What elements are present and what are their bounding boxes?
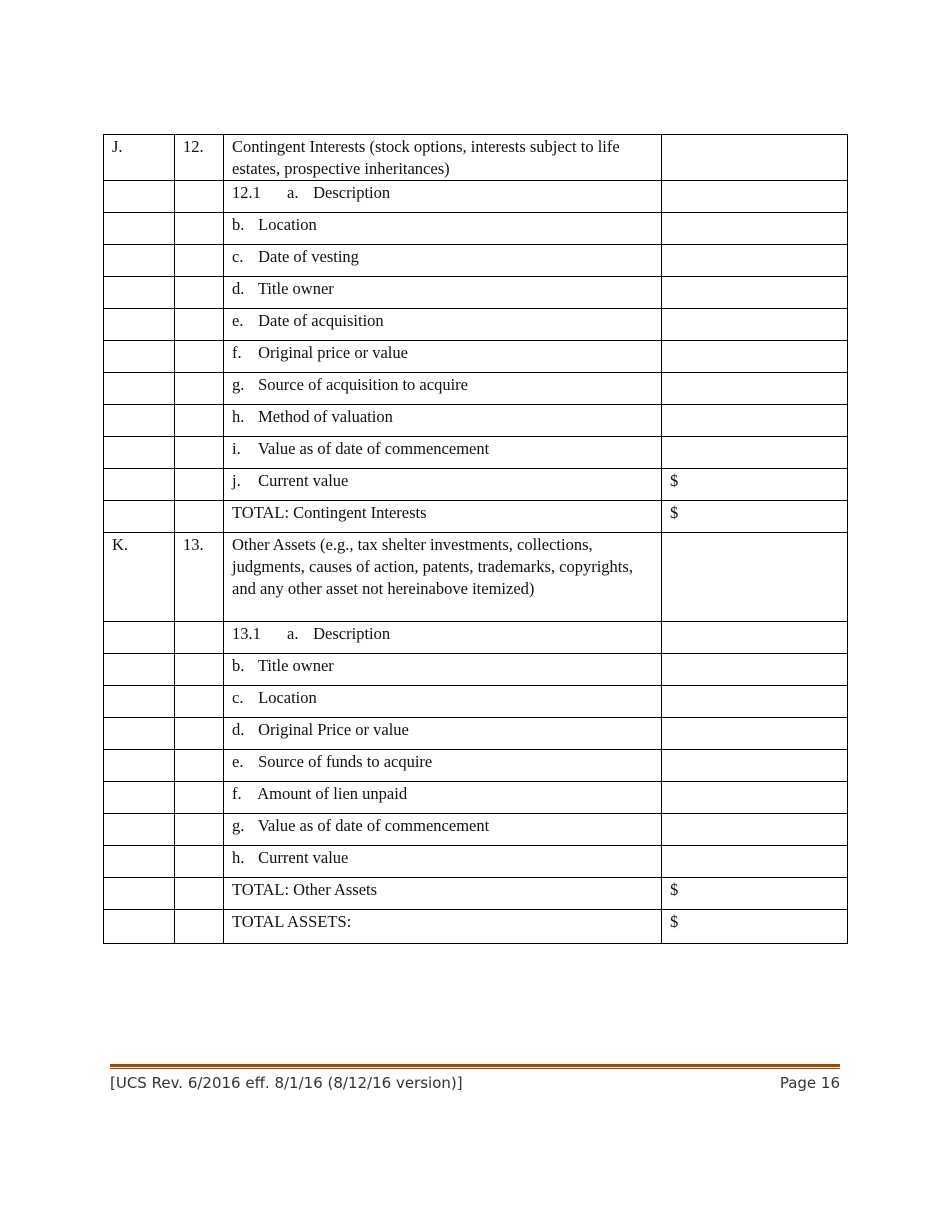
item-label — [224, 750, 662, 782]
empty-cell — [175, 245, 224, 277]
empty-cell — [104, 622, 175, 654]
empty-cell — [175, 277, 224, 309]
empty-cell — [175, 501, 224, 533]
value-cell — [662, 814, 848, 846]
empty-cell — [104, 686, 175, 718]
total-value: $ — [662, 501, 848, 533]
empty-cell — [104, 277, 175, 309]
empty-cell — [175, 846, 224, 878]
sub-number: 13.1 — [232, 624, 261, 643]
item-text: Location — [258, 688, 317, 707]
section_k-total-row — [104, 878, 848, 910]
item-letter: b. — [232, 215, 245, 234]
table-row — [104, 341, 848, 373]
section_j-heading-row — [104, 135, 848, 181]
table-row — [104, 245, 848, 277]
value-cell — [662, 533, 848, 622]
item-text: Value as of date of commencement — [257, 439, 490, 458]
empty-cell — [104, 181, 175, 213]
empty-cell — [104, 878, 175, 910]
table-row — [104, 213, 848, 245]
table-row — [104, 654, 848, 686]
empty-cell — [104, 654, 175, 686]
item-label — [224, 213, 662, 245]
value-cell: $ — [662, 469, 848, 501]
item-text: Description — [313, 183, 391, 202]
item-text: Value as of date of commencement — [257, 816, 490, 835]
grand-total-row — [104, 910, 848, 944]
empty-cell — [104, 846, 175, 878]
section_k-heading-row — [104, 533, 848, 622]
item-text: Date of acquisition — [258, 311, 384, 330]
item-letter: e. — [232, 752, 244, 771]
footer-rule-thin — [110, 1068, 840, 1069]
table-row — [104, 405, 848, 437]
item-text: Method of valuation — [258, 407, 393, 426]
table-row — [104, 782, 848, 814]
item-text: Amount of lien unpaid — [257, 784, 408, 803]
value-cell — [662, 750, 848, 782]
table-row — [104, 277, 848, 309]
net-worth-assets-table — [103, 134, 848, 944]
item-letter: c. — [232, 688, 244, 707]
assets-table-body — [104, 135, 848, 944]
empty-cell — [104, 405, 175, 437]
value-cell — [662, 181, 848, 213]
item-text: Source of acquisition to acquire — [258, 375, 468, 394]
item-label — [224, 686, 662, 718]
item-letter: h. — [232, 407, 245, 426]
section-letter: K. — [104, 533, 175, 622]
item-label — [224, 437, 662, 469]
empty-cell — [175, 469, 224, 501]
item-label — [224, 622, 662, 654]
empty-cell — [175, 405, 224, 437]
empty-cell — [175, 750, 224, 782]
empty-cell — [175, 622, 224, 654]
table-row — [104, 846, 848, 878]
empty-cell — [104, 782, 175, 814]
item-text: Original price or value — [258, 343, 408, 362]
table-row — [104, 686, 848, 718]
item-letter: j. — [232, 471, 241, 490]
empty-cell — [175, 654, 224, 686]
item-letter: g. — [232, 375, 245, 394]
empty-cell — [175, 181, 224, 213]
empty-cell — [175, 373, 224, 405]
table-row — [104, 309, 848, 341]
table-row — [104, 718, 848, 750]
item-label — [224, 718, 662, 750]
total-label: TOTAL: Other Assets — [224, 878, 662, 910]
item-label — [224, 469, 662, 501]
item-letter: f. — [232, 343, 242, 362]
value-cell — [662, 654, 848, 686]
table-row — [104, 622, 848, 654]
item-text: Original Price or value — [258, 720, 409, 739]
section_j-total-row — [104, 501, 848, 533]
item-label — [224, 814, 662, 846]
value-cell — [662, 405, 848, 437]
empty-cell — [175, 878, 224, 910]
item-letter: c. — [232, 247, 244, 266]
item-label — [224, 782, 662, 814]
table-row — [104, 437, 848, 469]
empty-cell — [104, 245, 175, 277]
empty-cell — [104, 469, 175, 501]
item-text: Location — [258, 215, 317, 234]
empty-cell — [104, 309, 175, 341]
item-label — [224, 181, 662, 213]
empty-cell — [104, 213, 175, 245]
footer-revision: [UCS Rev. 6/2016 eff. 8/1/16 (8/12/16 version)] — [110, 1074, 463, 1092]
item-label — [224, 654, 662, 686]
value-cell — [662, 341, 848, 373]
empty-cell — [104, 437, 175, 469]
total-value: $ — [662, 878, 848, 910]
item-text: Source of funds to acquire — [258, 752, 433, 771]
item-label — [224, 277, 662, 309]
empty-cell — [104, 750, 175, 782]
item-letter: d. — [232, 720, 245, 739]
table-row — [104, 814, 848, 846]
item-label — [224, 245, 662, 277]
item-letter: i. — [232, 439, 241, 458]
item-text: Current value — [258, 471, 349, 490]
section-number: 12. — [175, 135, 224, 181]
value-cell — [662, 135, 848, 181]
empty-cell — [104, 814, 175, 846]
empty-cell — [175, 782, 224, 814]
item-letter: a. — [287, 183, 299, 202]
footer-page-number: Page 16 — [779, 1074, 840, 1092]
empty-cell — [175, 309, 224, 341]
value-cell — [662, 782, 848, 814]
value-cell — [662, 622, 848, 654]
section-heading: Contingent Interests (stock options, interests subject to life estates, prospective inheritances) — [224, 135, 662, 181]
item-letter: d. — [232, 279, 245, 298]
value-cell — [662, 718, 848, 750]
value-cell — [662, 277, 848, 309]
table-row — [104, 750, 848, 782]
value-cell — [662, 846, 848, 878]
empty-cell — [104, 373, 175, 405]
item-label — [224, 309, 662, 341]
empty-cell — [175, 814, 224, 846]
item-letter: a. — [287, 624, 299, 643]
empty-cell — [175, 213, 224, 245]
value-cell — [662, 686, 848, 718]
item-text: Description — [313, 624, 391, 643]
table-row — [104, 373, 848, 405]
item-text: Title owner — [257, 279, 334, 298]
item-label — [224, 341, 662, 373]
empty-cell — [175, 437, 224, 469]
empty-cell — [175, 910, 224, 944]
empty-cell — [175, 341, 224, 373]
empty-cell — [175, 718, 224, 750]
section-letter: J. — [104, 135, 175, 181]
item-text: Date of vesting — [258, 247, 359, 266]
sub-number: 12.1 — [232, 183, 261, 202]
value-cell — [662, 437, 848, 469]
section-number: 13. — [175, 533, 224, 622]
table-row — [104, 469, 848, 501]
item-text: Current value — [258, 848, 349, 867]
footer-rule-thick — [110, 1064, 840, 1067]
item-label — [224, 846, 662, 878]
item-letter: b. — [232, 656, 245, 675]
empty-cell — [104, 910, 175, 944]
grand-total-label: TOTAL ASSETS: — [224, 910, 662, 944]
value-cell — [662, 309, 848, 341]
empty-cell — [104, 501, 175, 533]
item-label — [224, 373, 662, 405]
item-label — [224, 405, 662, 437]
empty-cell — [104, 718, 175, 750]
table-row — [104, 181, 848, 213]
empty-cell — [104, 341, 175, 373]
empty-cell — [175, 686, 224, 718]
value-cell — [662, 373, 848, 405]
value-cell — [662, 213, 848, 245]
value-cell — [662, 245, 848, 277]
item-letter: g. — [232, 816, 245, 835]
grand-total-value: $ — [662, 910, 848, 944]
item-letter: h. — [232, 848, 245, 867]
item-text: Title owner — [257, 656, 334, 675]
section-heading: Other Assets (e.g., tax shelter investments, collections, judgments, causes of action, patents, trademarks, copyrights, and any other asset not hereinabove itemized) — [224, 533, 662, 622]
item-letter: f. — [232, 784, 242, 803]
total-label: TOTAL: Contingent Interests — [224, 501, 662, 533]
item-letter: e. — [232, 311, 244, 330]
